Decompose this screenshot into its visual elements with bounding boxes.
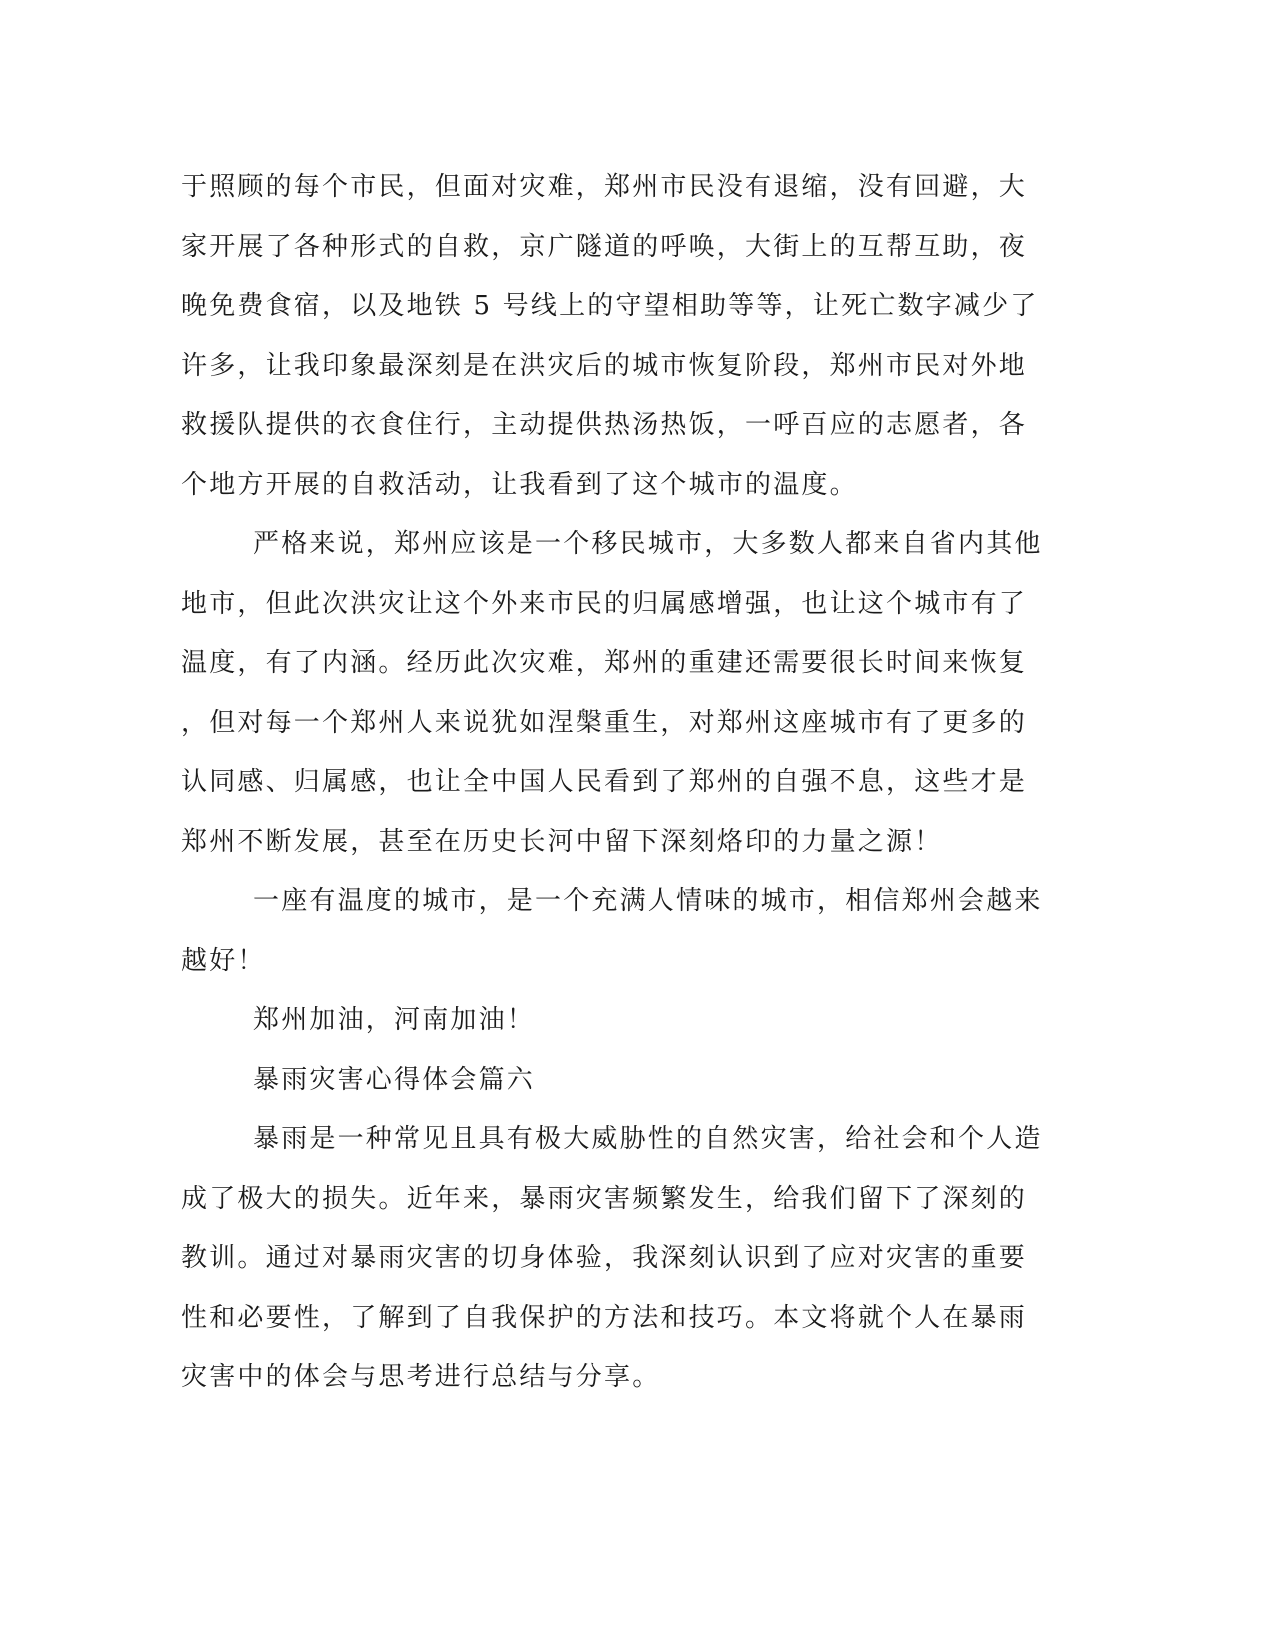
text-line: 于照顾的每个市民，但面对灾难，郑州市民没有退缩，没有回避，大 xyxy=(181,172,1028,202)
text-line: 许多，让我印象最深刻是在洪灾后的城市恢复阶段，郑州市民对外地 xyxy=(181,350,1028,381)
paragraph-start-line: 暴雨是一种常见且具有极大威胁性的自然灾害，给社会和个人造 xyxy=(253,1124,1043,1154)
paragraph-start-line: 郑州加油，河南加油！ xyxy=(253,1005,536,1035)
document-body xyxy=(181,158,1043,1408)
text-line: ，但对每一个郑州人来说犹如涅槃重生，对郑州这座城市有了更多的 xyxy=(181,707,1028,738)
text-line: 教训。通过对暴雨灾害的切身体验，我深刻认识到了应对灾害的重要 xyxy=(181,1243,1028,1273)
paragraph-start-line: 一座有温度的城市，是一个充满人情味的城市，相信郑州会越来 xyxy=(253,886,1043,916)
text-line: 灾害中的体会与思考进行总结与分享。 xyxy=(181,1362,661,1392)
section-heading: 暴雨灾害心得体会篇六 xyxy=(253,1064,536,1095)
text-line: 越好！ xyxy=(181,945,266,976)
text-line: 认同感、归属感，也让全中国人民看到了郑州的自强不息，这些才是 xyxy=(181,767,1028,797)
paragraph-start-line: 严格来说，郑州应该是一个移民城市，大多数人都来自省内其他 xyxy=(253,529,1043,559)
text-line: 晚免费食宿，以及地铁 5 号线上的守望相助等等，让死亡数字减少了 xyxy=(181,291,1039,321)
text-line: 家开展了各种形式的自救，京广隧道的呼唤，大街上的互帮互助，夜 xyxy=(181,231,1028,262)
text-line: 性和必要性，了解到了自我保护的方法和技巧。本文将就个人在暴雨 xyxy=(181,1302,1028,1333)
text-line: 郑州不断发展，甚至在历史长河中留下深刻烙印的力量之源！ xyxy=(181,826,943,857)
text-line: 温度，有了内涵。经历此次灾难，郑州的重建还需要很长时间来恢复 xyxy=(181,648,1028,678)
text-line: 地市，但此次洪灾让这个外来市民的归属感增强，也让这个城市有了 xyxy=(181,588,1028,619)
text-line: 个地方开展的自救活动，让我看到了这个城市的温度。 xyxy=(181,469,858,500)
text-line: 救援队提供的衣食住行，主动提供热汤热饭，一呼百应的志愿者，各 xyxy=(181,410,1028,440)
text-line: 成了极大的损失。近年来，暴雨灾害频繁发生，给我们留下了深刻的 xyxy=(181,1183,1028,1214)
